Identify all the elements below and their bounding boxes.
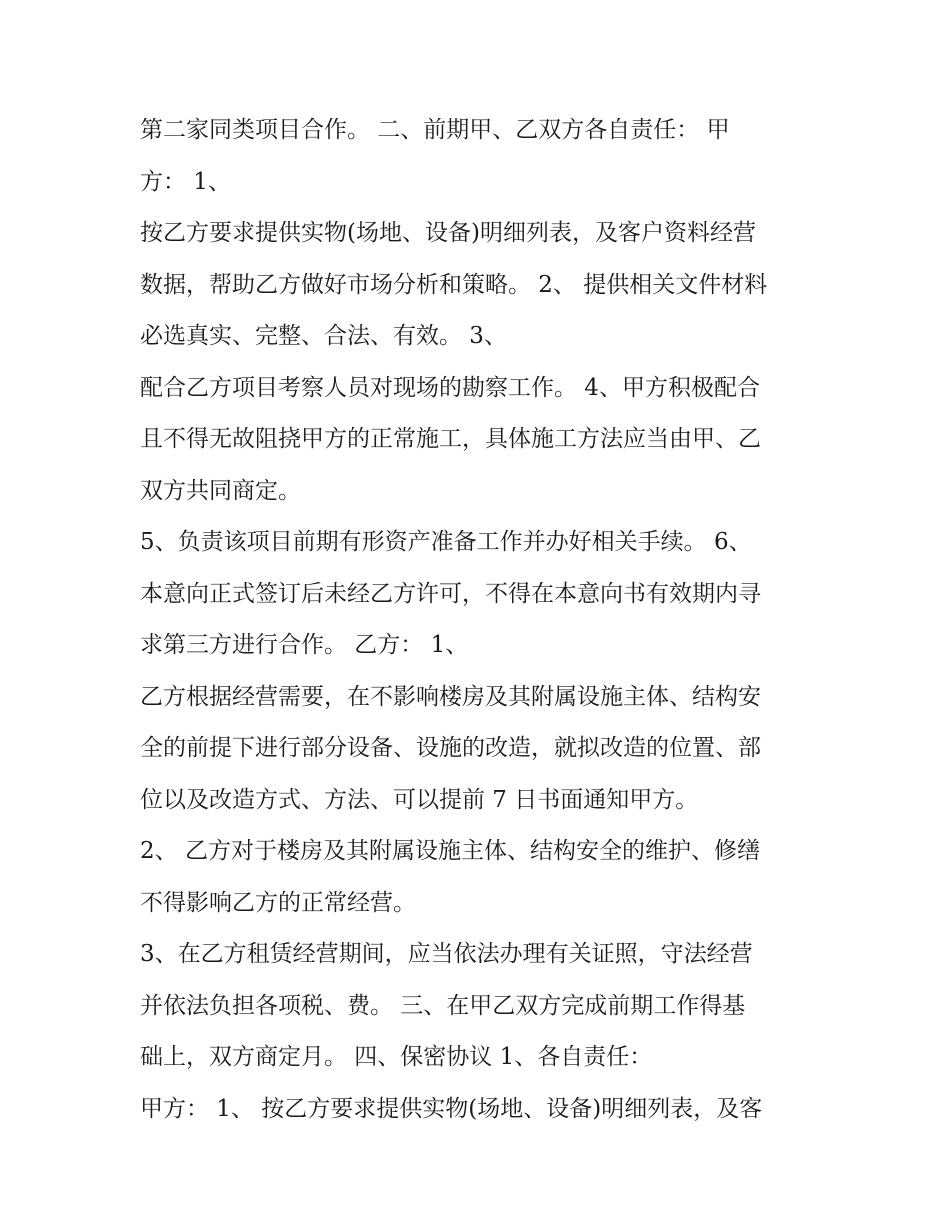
text-line: 方： 1、 xyxy=(140,168,231,195)
text-line: 按乙方要求提供实物(场地、设备)明细列表，及客户资料经营 xyxy=(140,220,756,246)
text-line: 第二家同类项目合作。 二、前期甲、乙双方各自责任： 甲 xyxy=(140,117,730,143)
text-line: 且不得无故阻挠甲方的正常施工，具体施工方法应当由甲、乙 xyxy=(140,426,761,452)
text-line: 础上，双方商定月。 四、保密协议 1、各自责任： xyxy=(140,1044,653,1070)
text-line: 甲方： 1、 按乙方要求提供实物(场地、设备)明细列表，及客 xyxy=(140,1095,763,1122)
text-line: 并依法负担各项税、费。 三、在甲乙双方完成前期工作得基 xyxy=(140,992,746,1019)
text-line: 双方共同商定。 xyxy=(140,477,301,504)
text-line: 位以及改造方式、方法、可以提前 7 日书面通知甲方。 xyxy=(140,786,699,813)
text-line: 求第三方进行合作。 乙方： 1、 xyxy=(140,632,469,658)
text-line: 本意向正式签订后未经乙方许可，不得在本意向书有效期内寻 xyxy=(140,580,761,607)
text-line: 数据，帮助乙方做好市场分析和策略。 2、 提供相关文件材料 xyxy=(140,271,768,298)
text-line: 全的前提下进行部分设备、设施的改造，就拟改造的位置、部 xyxy=(140,735,761,761)
text-line: 不得影响乙方的正常经营。 xyxy=(140,889,416,916)
text-line: 3、在乙方租赁经营期间，应当依法办理有关证照，守法经营 xyxy=(140,941,753,967)
text-line: 配合乙方项目考察人员对现场的勘察工作。 4、甲方积极配合 xyxy=(140,374,760,401)
text-line: 必选真实、完整、合法、有效。 3、 xyxy=(140,323,507,349)
document-body xyxy=(140,108,820,1138)
text-line: 2、 乙方对于楼房及其附属设施主体、结构安全的维护、修缮 xyxy=(140,838,760,864)
text-line: 5、负责该项目前期有形资产准备工作并办好相关手续。 6、 xyxy=(140,529,752,555)
text-line: 乙方根据经营需要，在不影响楼房及其附属设施主体、结构安 xyxy=(140,683,761,710)
